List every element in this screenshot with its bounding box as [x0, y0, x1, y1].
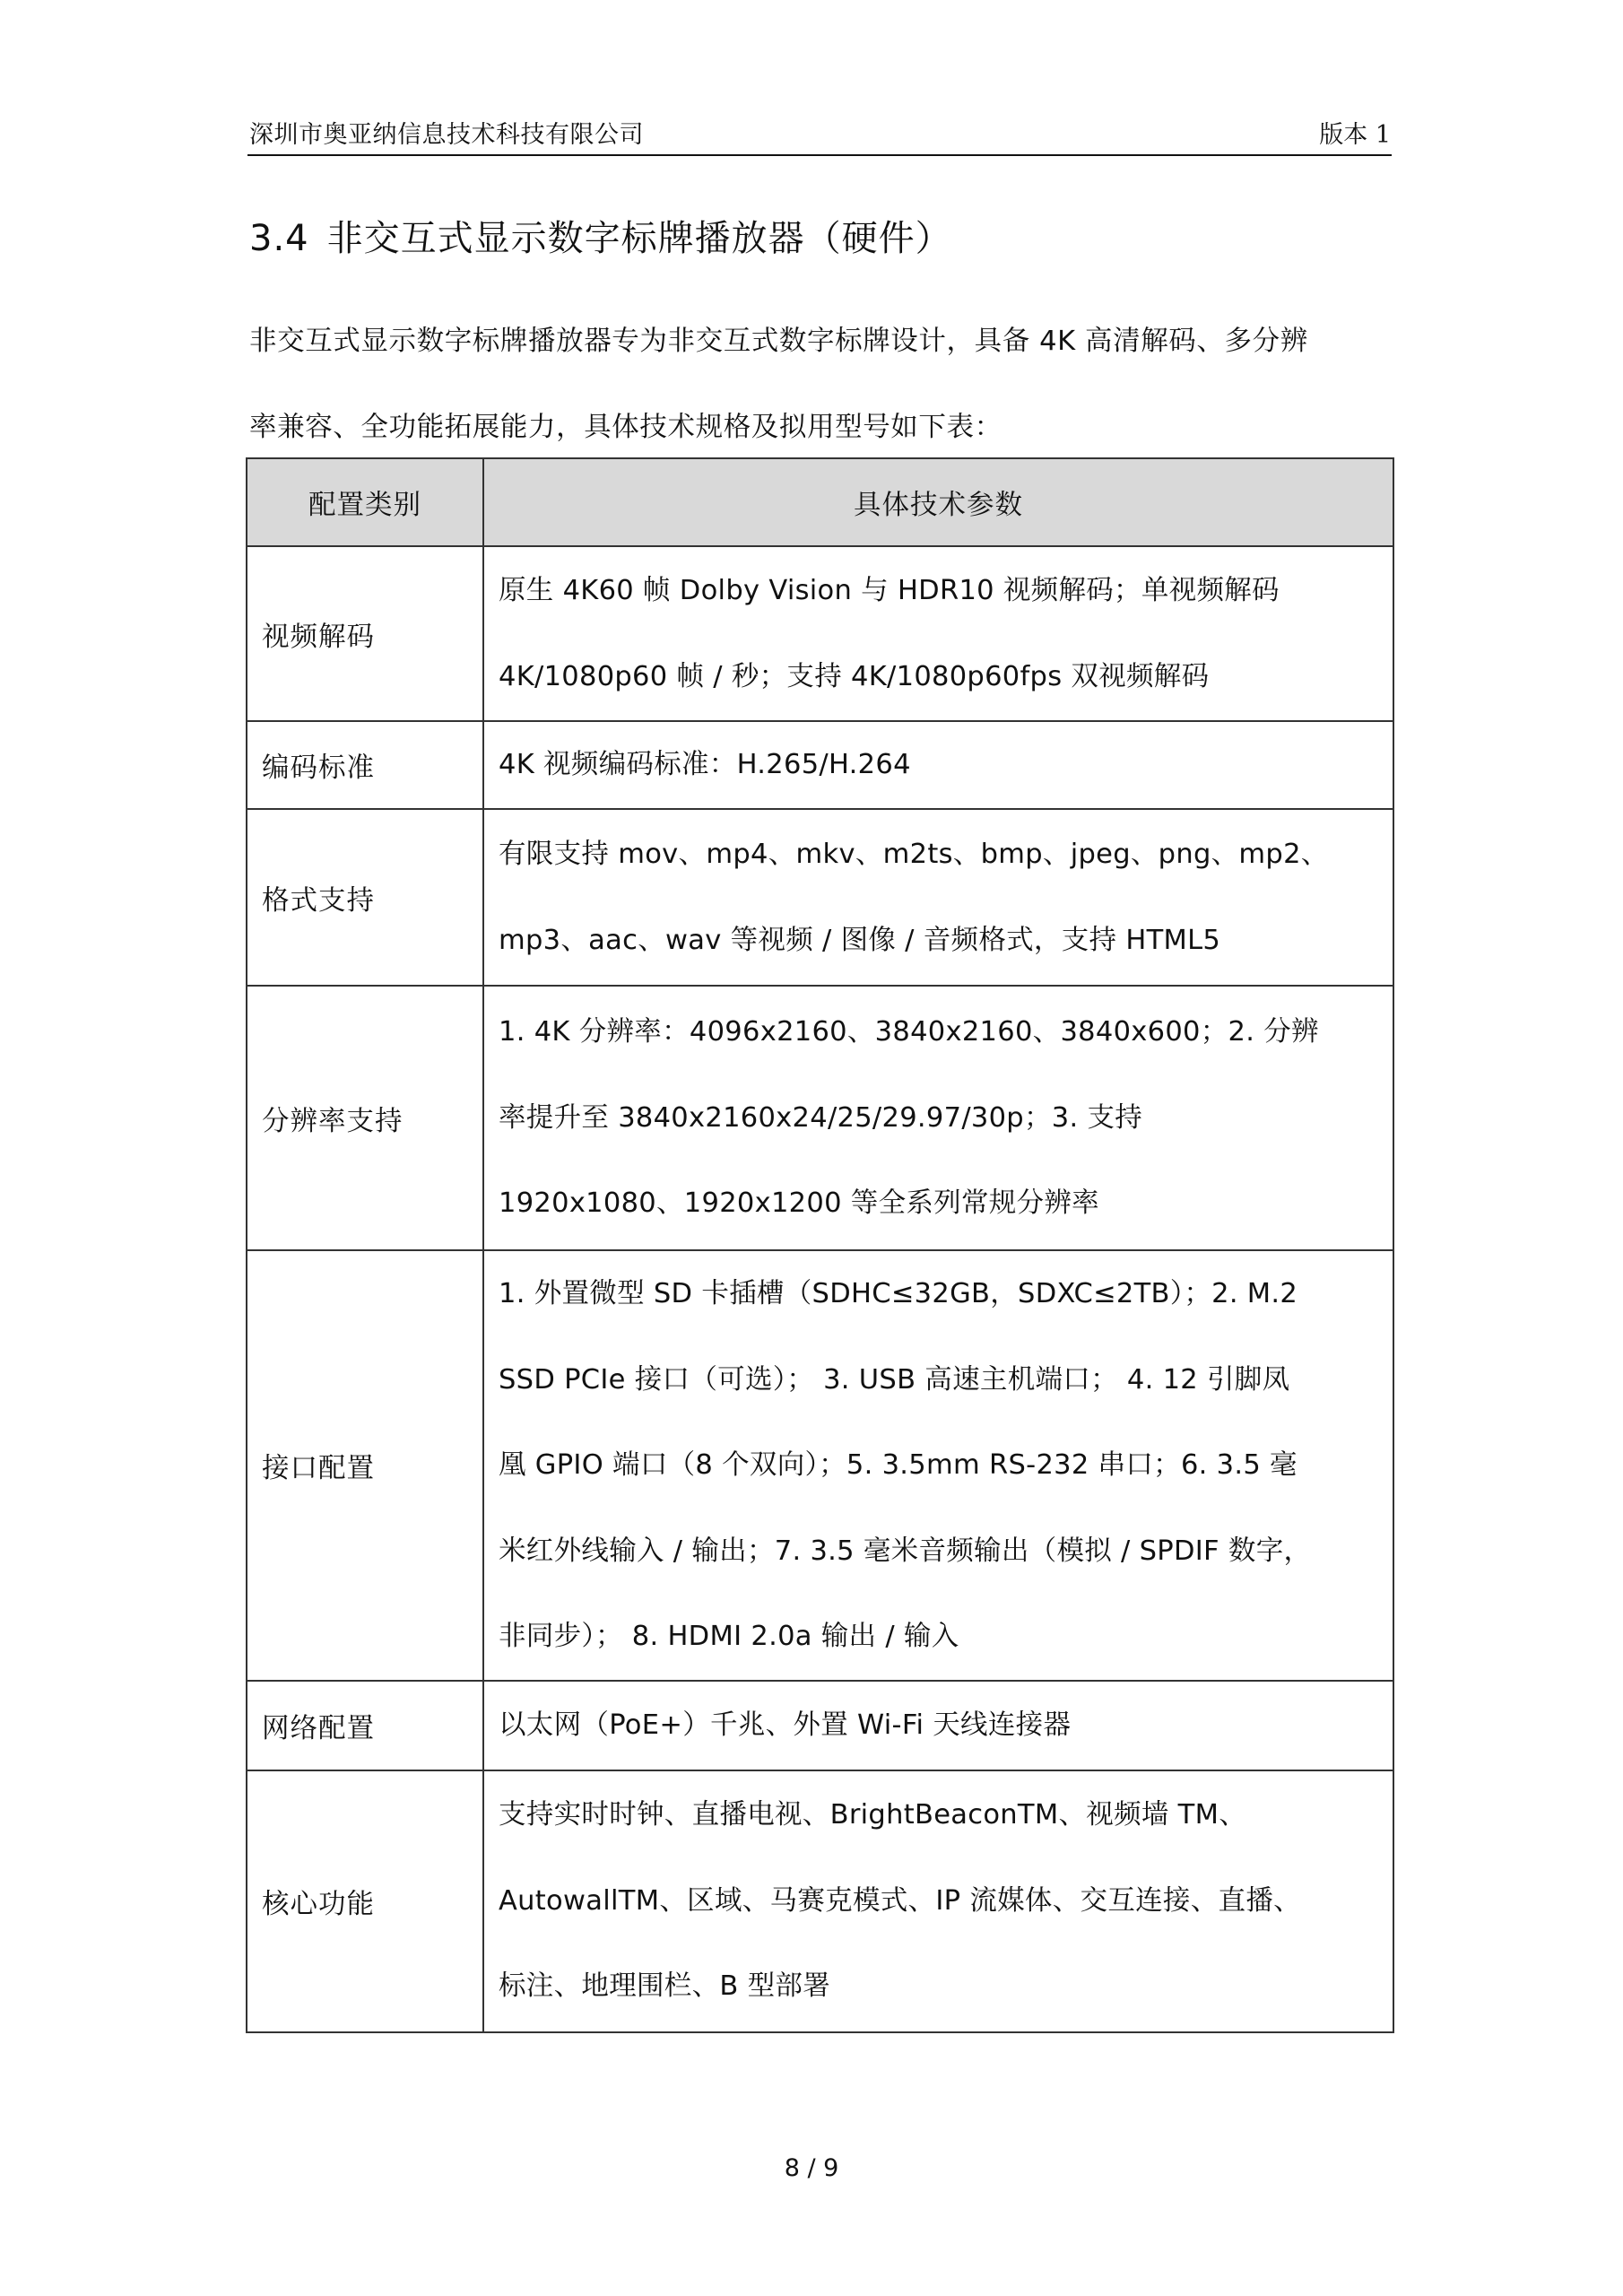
row-category: 格式支持	[247, 809, 483, 986]
param-line: 有限支持 mov、mp4、mkv、m2ts、bmp、jpeg、png、mp2、	[499, 839, 1329, 870]
row-parameters	[483, 721, 1393, 809]
intro-paragraph	[249, 299, 1395, 471]
param-line: 1920x1080、1920x1200 等全系列常规分辨率	[499, 1187, 1099, 1220]
table-header-row	[247, 458, 1393, 546]
page-number: 8 / 9	[784, 2154, 839, 2182]
row-parameters	[483, 546, 1393, 721]
section-number: 3.4	[249, 218, 309, 259]
param-line: 凰 GPIO 端口（8 个双向）；5. 3.5mm RS-232 串口；6. 3.5 毫	[499, 1449, 1298, 1481]
param-line: 1. 外置微型 SD 卡插槽（SDHC≤32GB，SDXC≤2TB）；2. M.2	[499, 1278, 1298, 1309]
param-line: 以太网（PoE+）千兆、外置 Wi-Fi 天线连接器	[499, 1709, 1072, 1741]
table-row	[247, 809, 1393, 986]
row-category: 核心功能	[247, 1770, 483, 2032]
param-line: 1. 4K 分辨率：4096x2160、3840x2160、3840x600；2. 分辨	[499, 1016, 1319, 1048]
header-version: 版本 1	[1319, 121, 1391, 149]
header-divider	[247, 154, 1392, 156]
row-parameters	[483, 1250, 1393, 1681]
row-parameters	[483, 1681, 1393, 1770]
param-line: SSD PCIe 接口（可选）； 3. USB 高速主机端口； 4. 12 引脚凤	[499, 1363, 1290, 1396]
column-header-category: 配置类别	[247, 458, 483, 546]
column-header-parameters: 具体技术参数	[483, 458, 1393, 546]
row-parameters	[483, 986, 1393, 1250]
param-line: 非同步）； 8. HDMI 2.0a 输出 / 输入	[499, 1621, 959, 1652]
table-row	[247, 1770, 1393, 2032]
param-line: 4K/1080p60 帧 / 秒；支持 4K/1080p60fps 双视频解码	[499, 660, 1210, 692]
section-title: 非交互式显示数字标牌播放器（硬件）	[326, 218, 952, 259]
section-heading	[249, 213, 952, 264]
row-category: 网络配置	[247, 1681, 483, 1770]
table-row	[247, 721, 1393, 809]
param-line: 米红外线输入 / 输出；7. 3.5 毫米音频输出（模拟 / SPDIF 数字，	[499, 1535, 1312, 1567]
param-line: 标注、地理围栏、B 型部署	[499, 1970, 831, 2003]
row-category: 接口配置	[247, 1250, 483, 1681]
param-line: 率提升至 3840x2160x24/25/29.97/30p；3. 支持	[499, 1101, 1143, 1134]
param-line: 支持实时时钟、直播电视、BrightBeaconTM、视频墙 TM、	[499, 1799, 1247, 1831]
param-line: 原生 4K60 帧 Dolby Vision 与 HDR10 视频解码；单视频解码	[499, 575, 1280, 606]
row-category: 分辨率支持	[247, 986, 483, 1250]
table-row	[247, 1250, 1393, 1681]
table-row	[247, 986, 1393, 1250]
intro-line: 率兼容、全功能拓展能力，具体技术规格及拟用型号如下表：	[249, 412, 1002, 443]
table-row	[247, 546, 1393, 721]
row-category: 编码标准	[247, 721, 483, 809]
row-parameters	[483, 809, 1393, 986]
table-row	[247, 1681, 1393, 1770]
row-parameters	[483, 1770, 1393, 2032]
param-line: mp3、aac、wav 等视频 / 图像 / 音频格式，支持 HTML5	[499, 924, 1221, 956]
param-line: AutowallTM、区域、马赛克模式、IP 流媒体、交互连接、直播、	[499, 1884, 1301, 1917]
intro-line: 非交互式显示数字标牌播放器专为非交互式数字标牌设计，具备 4K 高清解码、多分辨	[249, 326, 1308, 357]
param-line: 4K 视频编码标准：H.265/H.264	[499, 749, 911, 781]
row-category: 视频解码	[247, 546, 483, 721]
header-company-name: 深圳市奥亚纳信息技术科技有限公司	[249, 121, 644, 149]
spec-table	[246, 457, 1394, 2033]
